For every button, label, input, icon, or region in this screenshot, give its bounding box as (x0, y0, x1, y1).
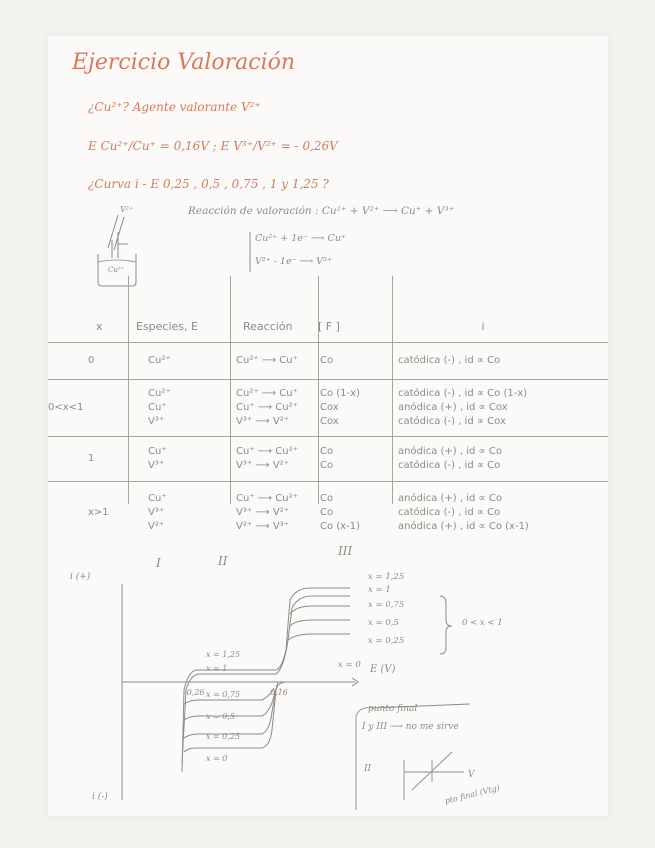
row-current: catódica (-) , id ∝ Cox (398, 416, 506, 427)
row-reaction: V²⁺ ⟶ V³⁺ (236, 521, 289, 532)
row-reaction: Cu²⁺ ⟶ Cu⁺ (236, 355, 298, 366)
bracket-label: 0 < x < 1 (462, 618, 503, 628)
row-conc: Co (1-x) (320, 388, 360, 399)
row-species: V³⁺ (148, 507, 165, 518)
question-line: ¿Cu²⁺? Agente valorante V²⁺ (88, 100, 261, 114)
region-label-1: I (156, 556, 161, 570)
row-species: V³⁺ (148, 460, 165, 471)
row-reaction: Cu²⁺ ⟶ Cu⁺ (236, 388, 298, 399)
curve-label: x = 1 (206, 664, 228, 673)
curve-label: x = 0,75 (206, 690, 241, 699)
notes-line: I y III ⟶ no me sirve (362, 722, 459, 732)
row-current: anódica (+) , id ∝ Co (398, 446, 502, 457)
row-species: Cu²⁺ (148, 355, 171, 366)
row-reaction: Cu⁺ ⟶ Cu²⁺ (236, 402, 298, 413)
y-axis-positive-label: i (+) (70, 572, 91, 582)
row-species: Cu²⁺ (148, 388, 171, 399)
row-conc: Co (320, 493, 334, 504)
row-conc: Co (320, 355, 334, 366)
beaker-label: Cu²⁺ (108, 266, 125, 274)
e1-label: -0,26 (184, 688, 205, 697)
row-reaction: V³⁺ ⟶ V²⁺ (236, 507, 289, 518)
header-x: x (96, 320, 103, 333)
row-current: anódica (+) , id ∝ Co (398, 493, 502, 504)
row-x: x>1 (88, 507, 109, 518)
notes-title: punto final (368, 704, 418, 714)
half-reaction-2: V²⁺ - 1e⁻ ⟶ V³⁺ (255, 256, 332, 267)
row-current: catódica (-) , id ∝ Co (398, 355, 501, 366)
y-axis-negative-label: i (-) (92, 792, 108, 802)
header-conc: [ F ] (318, 320, 340, 333)
header-species: Especies, E (136, 320, 198, 333)
x-axis-label: E (V) (370, 664, 396, 675)
curve-label: x = 0,25 (368, 636, 405, 646)
row-conc: Cox (320, 402, 339, 413)
row-current: catódica (-) , id ∝ Co (398, 507, 501, 518)
curve-x-1-25 (182, 588, 350, 772)
row-current: catódica (-) , id ∝ Co (398, 460, 501, 471)
row-reaction: V³⁺ ⟶ V²⁺ (236, 460, 289, 471)
notes-axis-label: V (468, 770, 475, 780)
row-reaction: Cu⁺ ⟶ Cu²⁺ (236, 446, 298, 457)
region-label-3: III (338, 544, 353, 558)
curve-label: x = 1,25 (206, 650, 241, 659)
half-reaction-1: Cu²⁺ + 1e⁻ ⟶ Cu⁺ (255, 233, 346, 244)
row-x: 0<x<1 (48, 402, 84, 413)
titrant-label: V²⁺ (120, 205, 134, 214)
row-x: 1 (88, 453, 95, 464)
row-species: V²⁺ (148, 521, 165, 532)
curve-label: x = 0,5 (368, 618, 399, 628)
curve-label: x = 1,25 (368, 572, 405, 582)
notes-roman: II (364, 764, 372, 774)
row-reaction: Cu⁺ ⟶ Cu²⁺ (236, 493, 298, 504)
curve-label: x = 0,25 (206, 732, 241, 741)
curve-label: x = 0,75 (368, 600, 405, 610)
row-conc: Cox (320, 416, 339, 427)
row-species: Cu⁺ (148, 493, 167, 504)
row-species: V³⁺ (148, 416, 165, 427)
page-title: Ejercicio Valoración (72, 50, 296, 75)
curve-question-line: ¿Curva i - E 0,25 , 0,5 , 0,75 , 1 y 1,25 ? (88, 177, 329, 191)
row-current: anódica (+) , id ∝ Co (x-1) (398, 521, 529, 532)
curve-label: x = 1 (368, 585, 391, 595)
curve-label: x = 0 (338, 660, 361, 670)
header-reaction: Reacción (243, 320, 293, 333)
row-conc: Co (320, 446, 334, 457)
e2-label: 0,16 (270, 688, 288, 697)
row-species: Cu⁺ (148, 446, 167, 457)
notes-caption: pto final (Vtg) (443, 783, 501, 806)
region-label-2: II (218, 554, 228, 568)
row-x: 0 (88, 355, 95, 366)
curve-label: x = 0 (206, 754, 228, 763)
header-current: i (481, 320, 485, 333)
curve-label: x = 0,5 (206, 712, 236, 721)
row-species: Cu⁺ (148, 402, 167, 413)
row-reaction: V³⁺ ⟶ V²⁺ (236, 416, 289, 427)
reaction-label: Reacción de valoración : Cu²⁺ + V²⁺ ⟶ Cu⁺ + V³⁺ (188, 205, 455, 217)
row-current: catódica (-) , id ∝ Co (1-x) (398, 388, 528, 399)
row-conc: Co (x-1) (320, 521, 360, 532)
row-conc: Co (320, 460, 334, 471)
row-conc: Co (320, 507, 334, 518)
row-current: anódica (+) , id ∝ Cox (398, 402, 508, 413)
potentials-line: E Cu²⁺/Cu⁺ = 0,16V ; E V³⁺/V²⁺ = - 0,26V (88, 139, 338, 153)
